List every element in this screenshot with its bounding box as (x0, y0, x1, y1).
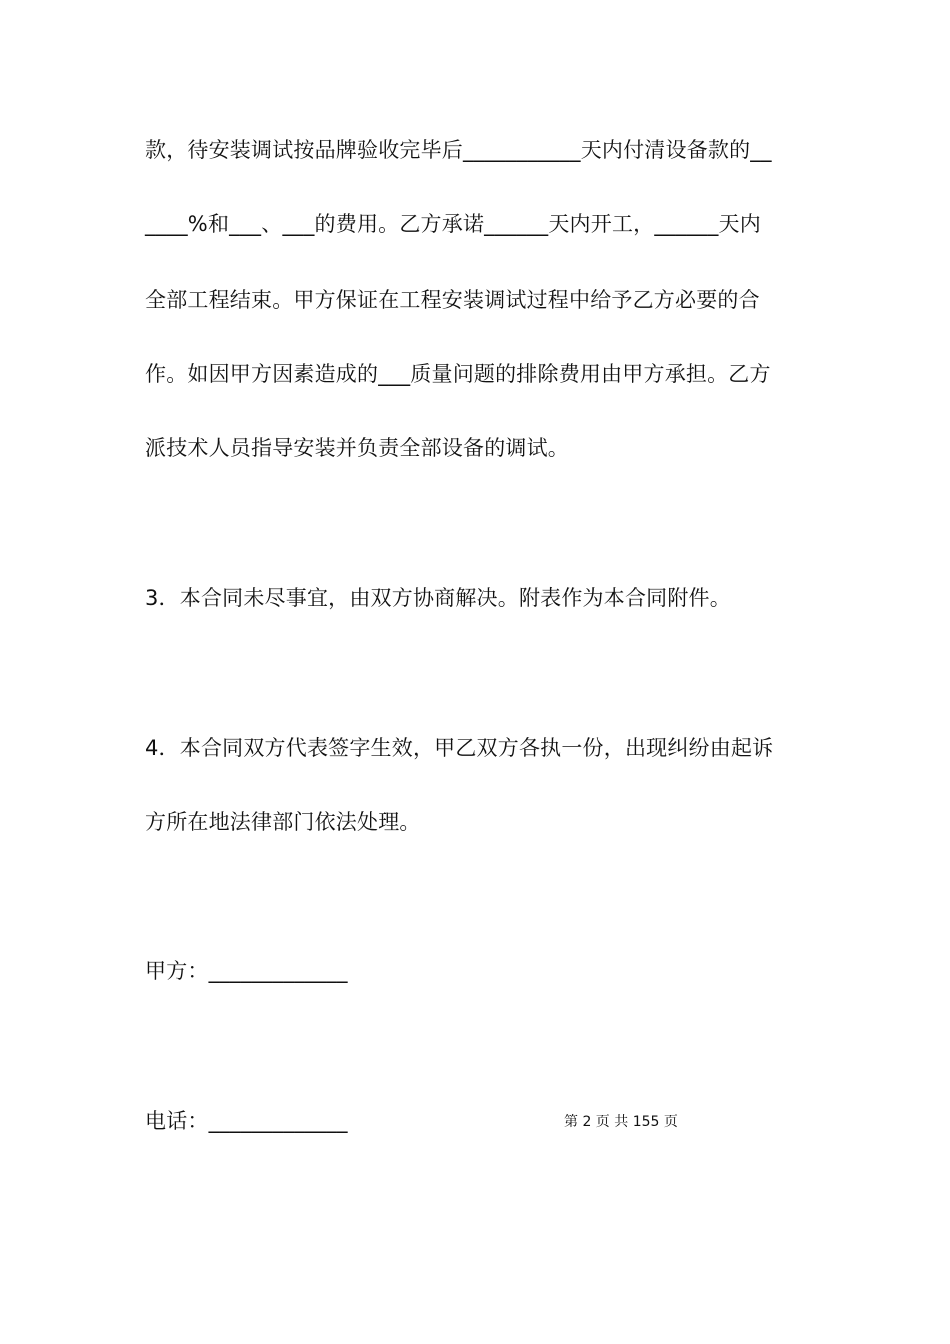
clause-4-line: 方所在地法律部门依法处理。 (145, 810, 421, 834)
clause-3-line: 3．本合同未尽事宜，由双方协商解决。附表作为本合同附件。 (145, 586, 731, 610)
paragraph-line: 派技术人员指导安装并负责全部设备的调试。 (145, 436, 569, 460)
page-number-footer: 第 2 页 共 155 页 (564, 1114, 678, 1130)
paragraph-line: 全部工程结束。甲方保证在工程安装调试过程中给予乙方必要的合 (145, 288, 760, 312)
paragraph-line: 作。如因甲方因素造成的___质量问题的排除费用由甲方承担。乙方 (145, 362, 771, 386)
clause-4-line: 4．本合同双方代表签字生效，甲乙双方各执一份，出现纠纷由起诉 (145, 736, 774, 760)
party-a-signature-line: 甲方：_____________ (145, 959, 348, 983)
paragraph-line: 款，待安装调试按品牌验收完毕后___________天内付清设备款的__ (145, 138, 772, 162)
paragraph-line: ____%和___、___的费用。乙方承诺______天内开工，______天内 (145, 212, 761, 236)
phone-line: 电话：_____________ (145, 1109, 348, 1133)
